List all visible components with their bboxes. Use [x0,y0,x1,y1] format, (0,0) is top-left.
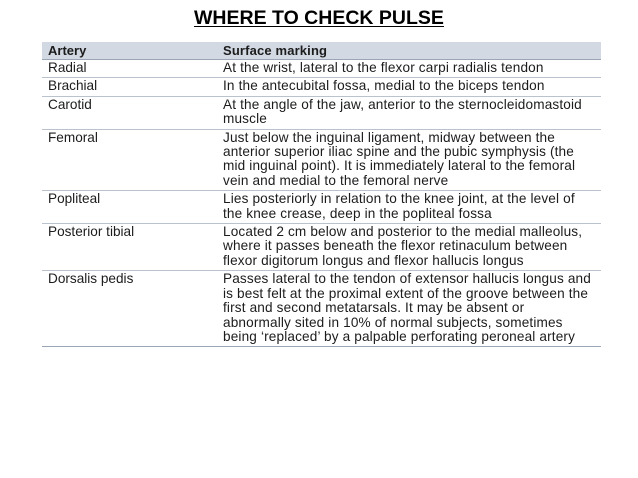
surface-marking-cell: Just below the inguinal ligament, midway between the anterior superior iliac spine and the pubic symphysis (the mid inguinal point). It is immediately lateral to the femoral vein and medial to the femoral nerve [217,129,601,191]
artery-cell: Radial [42,60,217,78]
header-surface-marking: Surface marking [217,42,601,60]
table-row [42,271,601,347]
surface-marking-cell: At the wrist, lateral to the flexor carpi radialis tendon [217,60,601,78]
surface-marking-cell: At the angle of the jaw, anterior to the sternocleidomastoid muscle [217,96,601,129]
surface-marking-cell: Lies posteriorly in relation to the knee joint, at the level of the knee crease, deep in the popliteal fossa [217,191,601,224]
artery-cell: Popliteal [42,191,217,224]
pulse-table-container [42,42,601,347]
surface-marking-cell: Passes lateral to the tendon of extensor hallucis longus and is best felt at the proximal extent of the groove between the first and second metatarsals. It may be absent or abnormally sited in 10% of normal subjects, sometimes being ‘replaced’ by a palpable perforating peroneal artery [217,271,601,347]
header-artery: Artery [42,42,217,60]
table-body [42,60,601,347]
artery-cell: Carotid [42,96,217,129]
page-title-text: WHERE TO CHECK PULSE [194,7,444,29]
artery-cell: Femoral [42,129,217,191]
header-row [42,42,601,60]
pulse-table [42,42,601,347]
table-row [42,78,601,96]
table-row [42,224,601,271]
surface-marking-cell: In the antecubital fossa, medial to the biceps tendon [217,78,601,96]
table-row [42,60,601,78]
artery-cell: Posterior tibial [42,224,217,271]
surface-marking-cell: Located 2 cm below and posterior to the medial malleolus, where it passes beneath the flexor retinaculum between flexor digitorum longus and flexor hallucis longus [217,224,601,271]
table-header [42,42,601,60]
table-row [42,96,601,129]
artery-cell: Dorsalis pedis [42,271,217,347]
table-row [42,129,601,191]
page-title [0,7,638,30]
table-row [42,191,601,224]
artery-cell: Brachial [42,78,217,96]
